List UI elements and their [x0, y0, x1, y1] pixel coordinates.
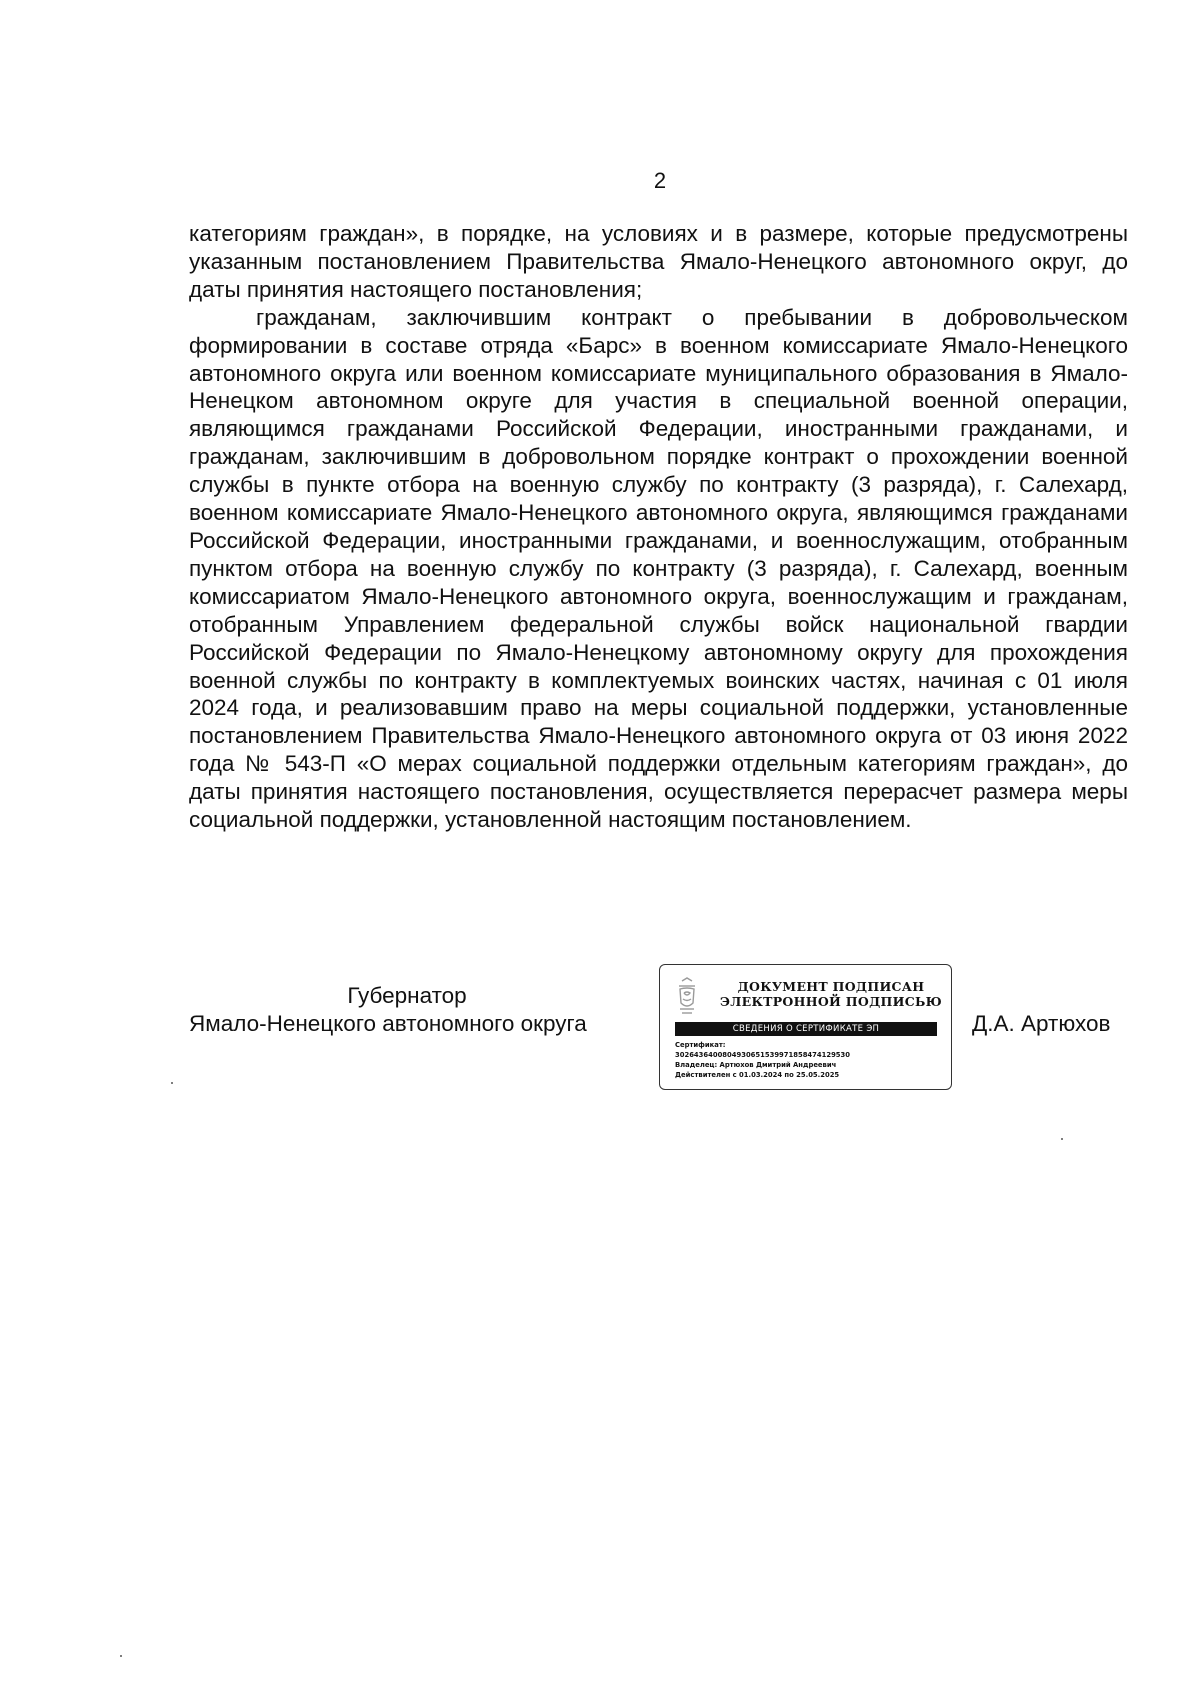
paragraph-continuation: категориям граждан», в порядке, на условиях и в размере, которые предусмотрены указанным постановлением Правительства Ямало-Ненецкого автономного округ, до даты принятия настоящего постановления; — [189, 221, 1128, 302]
signatory-position-line1: Губернатор — [347, 983, 467, 1008]
document-body — [189, 220, 1128, 834]
electronic-signature-stamp — [659, 964, 952, 1090]
scan-speck — [1061, 1138, 1063, 1140]
signatory-position-line2: Ямало-Ненецкого автономного округа — [189, 1011, 587, 1036]
scan-speck — [171, 1082, 173, 1084]
stamp-heading-line1: ДОКУМЕНТ ПОДПИСАН — [737, 979, 925, 994]
certificate-info-bar: СВЕДЕНИЯ О СЕРТИФИКАТЕ ЭП — [675, 1022, 937, 1036]
certificate-number: 3026436400804930651539971858474129530 — [675, 1051, 850, 1059]
stamp-heading — [720, 979, 942, 1009]
signatory-position — [189, 982, 629, 1038]
certificate-owner: Владелец: Артюхов Дмитрий Андреевич — [675, 1061, 837, 1069]
certificate-details — [675, 1040, 945, 1080]
signatory-name: Д.А. Артюхов — [972, 1011, 1111, 1036]
stamp-heading-line2: ЭЛЕКТРОННОЙ ПОДПИСЬЮ — [720, 994, 942, 1009]
certificate-validity: Действителен с 01.03.2024 по 25.05.2025 — [675, 1071, 840, 1079]
scan-speck — [120, 1655, 122, 1657]
certificate-label: Сертификат: — [675, 1041, 726, 1049]
coat-of-arms-icon — [674, 977, 700, 1017]
paragraph-recalculation: гражданам, заключившим контракт о пребывании в добровольческом формировании в составе отряда «Барс» в военном комиссариате Ямало-Ненецкого автономного округа или военном комиссариате муниципального образования в Ямало-Ненецком автономном округе для участия в специальной военной операции, являющимся гражданами Российской Федерации, иностранными гражданами, и гражданам, заключившим в добровольном порядке контракт о прохождении военной службы в пункте отбора на военную службу по контракту (3 разряда), г. Салехард, военном комиссариате Ямало-Ненецкого автономного округа, являющимся гражданами Российской Федерации, иностранными гражданами, и военнослужащим, отобранным пунктом отбора на военную службу по контракту (3 разряда), г. Салехард, военным комиссариатом Ямало-Ненецкого автономного округа, военнослужащим и гражданам, отобранным Управлением федеральной службы войск национальной гвардии Российской Федерации по Ямало-Ненецкому автономному округу для прохождения военной службы по контракту в комплектуемых воинских частях, начиная с 01 июля 2024 года, и реализовавшим право на меры социальной поддержки, установленные постановлением Правительства Ямало-Ненецкого автономного округа от 03 июня 2022 года № 543-П «О мерах социальной поддержки отдельным категориям граждан», до даты принятия настоящего постановления, осуществляется перерасчет размера меры социальной поддержки, установленной настоящим постановлением. — [189, 304, 1128, 833]
page-number: 2 — [653, 168, 667, 193]
